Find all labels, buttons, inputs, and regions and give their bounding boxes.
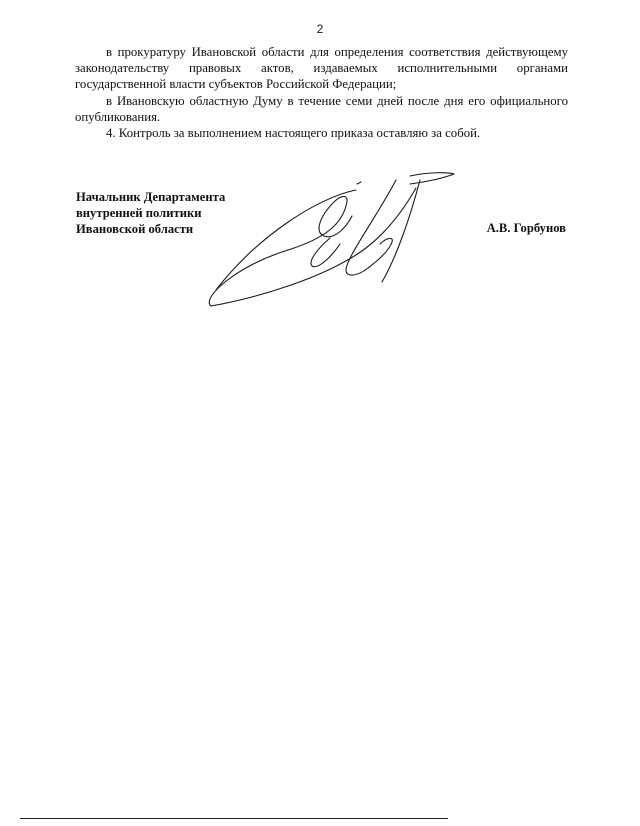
footer-rule: [20, 818, 448, 819]
signatory-title-line-3: Ивановской области: [76, 222, 194, 236]
signatory-title: [76, 189, 225, 237]
body-text: [75, 44, 568, 141]
page-number: 2: [316, 22, 324, 36]
paragraph-prosecutor: в прокуратуру Ивановской области для определения соответствия действующему законодательству правовых актов, издаваемых исполнительными органами государственной власти субъектов Российской Федерации;: [75, 45, 568, 92]
signatory-title-line-2: внутренней политики: [76, 206, 202, 220]
paragraph-duma: в Ивановскую областную Думу в течение семи дней после дня его официального опубликования.: [75, 93, 568, 124]
signer-name: А.В. Горбунов: [486, 221, 566, 235]
paragraph-control: 4. Контроль за выполнением настоящего приказа оставляю за собой.: [106, 126, 481, 141]
signatory-title-line-1: Начальник Департамента: [76, 190, 226, 204]
handwritten-signature: [196, 158, 486, 318]
